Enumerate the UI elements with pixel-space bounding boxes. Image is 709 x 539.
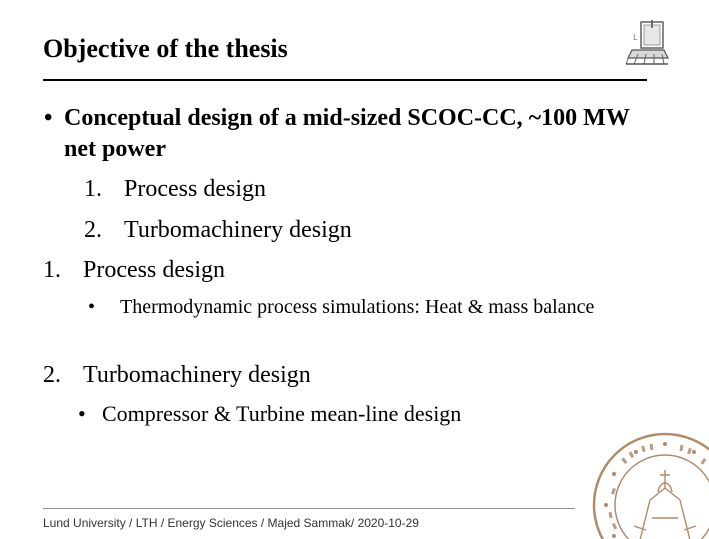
slide-footer: Lund University / LTH / Energy Sciences / Majed Sammak/ 2020-10-29 bbox=[43, 516, 419, 530]
section-number: 1. bbox=[43, 257, 61, 283]
list-number: 2. bbox=[84, 217, 102, 243]
section-heading-text: Turbomachinery design bbox=[83, 362, 311, 388]
list-item-text: Process design bbox=[124, 176, 266, 202]
bullet-glyph: • bbox=[78, 401, 86, 426]
section-bullet-text: Compressor & Turbine mean-line design bbox=[102, 401, 462, 426]
section-number: 2. bbox=[43, 362, 61, 388]
list-item-text: Turbomachinery design bbox=[124, 217, 352, 243]
lund-university-emblem-icon bbox=[624, 18, 672, 68]
bullet-glyph: • bbox=[88, 296, 96, 318]
title-divider bbox=[43, 79, 647, 81]
svg-text:L: L bbox=[633, 33, 638, 42]
bullet-glyph: • bbox=[44, 105, 53, 131]
list-number: 1. bbox=[84, 176, 102, 202]
lund-university-seal-icon bbox=[590, 430, 709, 539]
main-bullet-text: Conceptual design of a mid-sized SCOC-CC, ~100 MW net power bbox=[64, 105, 630, 162]
section-heading-text: Process design bbox=[83, 257, 225, 283]
footer-divider bbox=[43, 508, 575, 509]
section-bullet-text: Thermodynamic process simulations: Heat & mass balance bbox=[120, 296, 595, 318]
slide-title: Objective of the thesis bbox=[43, 34, 288, 63]
